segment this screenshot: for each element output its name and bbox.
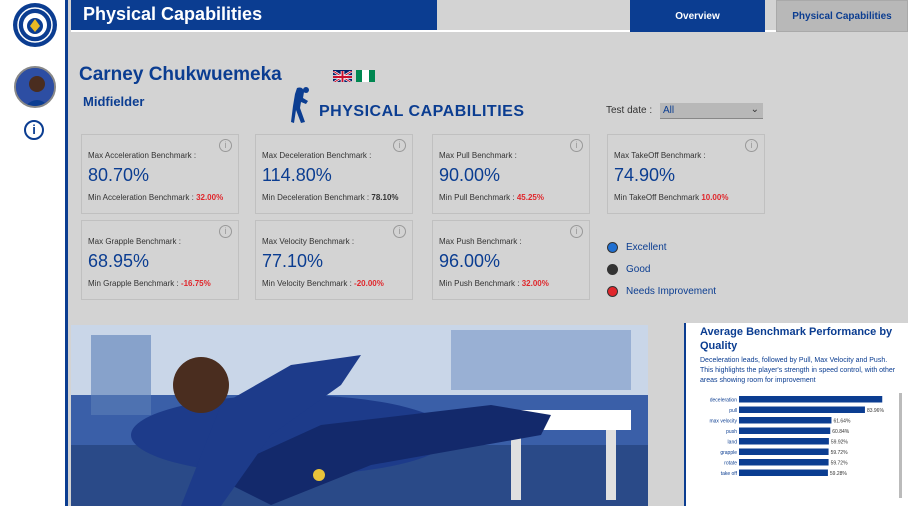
- chart-scrollbar[interactable]: [899, 393, 902, 498]
- legend-good: Good: [607, 258, 716, 280]
- card-min: Min TakeOff Benchmark 10.00%: [614, 193, 729, 202]
- velocity-card: [255, 220, 413, 300]
- chevron-down-icon: ⌄: [750, 104, 759, 115]
- bar-category-label: take off: [720, 471, 737, 477]
- benchmark-chart-panel: [684, 323, 908, 506]
- card-value: 90.00%: [439, 165, 501, 185]
- card-min: Min Grapple Benchmark : -16.75%: [88, 279, 211, 288]
- bar-category-label: rotate: [724, 460, 737, 467]
- card-label: Max Velocity Benchmark :: [262, 237, 355, 246]
- info-icon[interactable]: i: [745, 139, 758, 152]
- grapple-card: [81, 220, 239, 300]
- card-min: Min Velocity Benchmark : -20.00%: [262, 279, 384, 288]
- card-value: 80.70%: [88, 165, 150, 185]
- card-min: Min Deceleration Benchmark : 78.10%: [262, 193, 399, 202]
- tab-overview[interactable]: Overview: [630, 0, 765, 32]
- pull-card: [432, 134, 590, 214]
- card-value: 77.10%: [262, 251, 324, 271]
- info-icon[interactable]: i: [570, 225, 583, 238]
- bar-pull[interactable]: [739, 407, 865, 414]
- bar-category-label: grapple: [720, 450, 737, 456]
- info-icon[interactable]: i: [570, 139, 583, 152]
- card-label: Max Acceleration Benchmark :: [88, 151, 197, 160]
- legend-dot-excellent: [607, 242, 618, 253]
- player-position: Midfielder: [83, 94, 145, 109]
- legend-needs-improvement: Needs Improvement: [607, 280, 716, 302]
- card-min: Min Pull Benchmark : 45.25%: [439, 193, 544, 202]
- card-min: Min Push Benchmark : 32.00%: [439, 279, 549, 288]
- bar-max-velocity[interactable]: [739, 417, 831, 424]
- bar-data-label: 59.72%: [830, 450, 848, 456]
- card-label: Max Deceleration Benchmark :: [262, 151, 372, 160]
- bar-data-label: 61.64%: [833, 418, 851, 425]
- test-date-dropdown[interactable]: [660, 103, 763, 119]
- bar-data-label: 83.96%: [866, 408, 884, 414]
- bar-data-label: 60.84%: [832, 429, 850, 435]
- info-icon[interactable]: i: [219, 225, 232, 238]
- chart-title: Average Benchmark Performance by Quality: [700, 326, 893, 352]
- card-value: 74.90%: [614, 165, 676, 185]
- bar-category-label: deceleration: [709, 397, 737, 404]
- card-value: 114.80%: [262, 165, 332, 185]
- page-title: Physical Capabilities: [71, 0, 437, 30]
- bar-category-label: push: [726, 429, 737, 435]
- tab-physical-capabilities[interactable]: Physical Capabilities: [776, 0, 908, 32]
- club-crest-icon: [12, 2, 58, 48]
- bar-land[interactable]: [739, 438, 829, 445]
- bar-category-label: land: [727, 439, 737, 446]
- deceleration-card: [255, 134, 413, 214]
- section-title: PHYSICAL CAPABILITIES: [319, 103, 525, 120]
- acceleration-card: [81, 134, 239, 214]
- bar-deceleration[interactable]: [739, 396, 882, 403]
- test-date-label: Test date :: [606, 105, 653, 116]
- bar-category-label: pull: [729, 408, 737, 414]
- bar-data-label: 59.28%: [829, 471, 847, 477]
- bar-data-label: 59.72%: [830, 460, 848, 467]
- legend-dot-good: [607, 264, 618, 275]
- bar-category-label: max velocity: [709, 418, 737, 425]
- info-icon[interactable]: i: [393, 139, 406, 152]
- section-heading: [291, 86, 524, 124]
- test-date-value: All: [663, 105, 675, 116]
- bar-grapple[interactable]: [739, 449, 829, 456]
- player-avatar[interactable]: [14, 66, 56, 108]
- card-label: Max Grapple Benchmark :: [88, 237, 181, 246]
- card-label: Max Push Benchmark :: [439, 237, 522, 246]
- bar-rotate[interactable]: [739, 459, 829, 466]
- bar-take-off[interactable]: [739, 470, 828, 477]
- player-name: Carney Chukwuemeka: [79, 64, 282, 85]
- legend-dot-needs-improvement: [607, 286, 618, 297]
- nationality-flags: [333, 70, 375, 82]
- player-training-photo: [71, 325, 648, 506]
- bar-push[interactable]: [739, 428, 830, 435]
- takeoff-card: [607, 134, 765, 214]
- chart-description: Deceleration leads, followed by Pull, Max Velocity and Push. This highlights the player's strength in speed control, with other areas showing room for improvement: [700, 357, 896, 384]
- info-icon[interactable]: i: [24, 120, 44, 140]
- info-icon[interactable]: i: [219, 139, 232, 152]
- benchmark-bar-chart: [686, 393, 896, 505]
- nigeria-flag-icon: [356, 70, 375, 82]
- push-card: [432, 220, 590, 300]
- bar-data-label: 59.92%: [830, 439, 848, 446]
- card-value: 68.95%: [88, 251, 150, 271]
- athlete-icon: [291, 86, 311, 124]
- quality-legend: [607, 236, 716, 302]
- card-label: Max TakeOff Benchmark :: [614, 151, 706, 160]
- card-label: Max Pull Benchmark :: [439, 151, 517, 160]
- legend-excellent: Excellent: [607, 236, 716, 258]
- sidebar: [0, 0, 68, 506]
- uk-flag-icon: [333, 70, 352, 82]
- card-min: Min Acceleration Benchmark : 32.00%: [88, 193, 224, 202]
- card-value: 96.00%: [439, 251, 501, 271]
- info-icon[interactable]: i: [393, 225, 406, 238]
